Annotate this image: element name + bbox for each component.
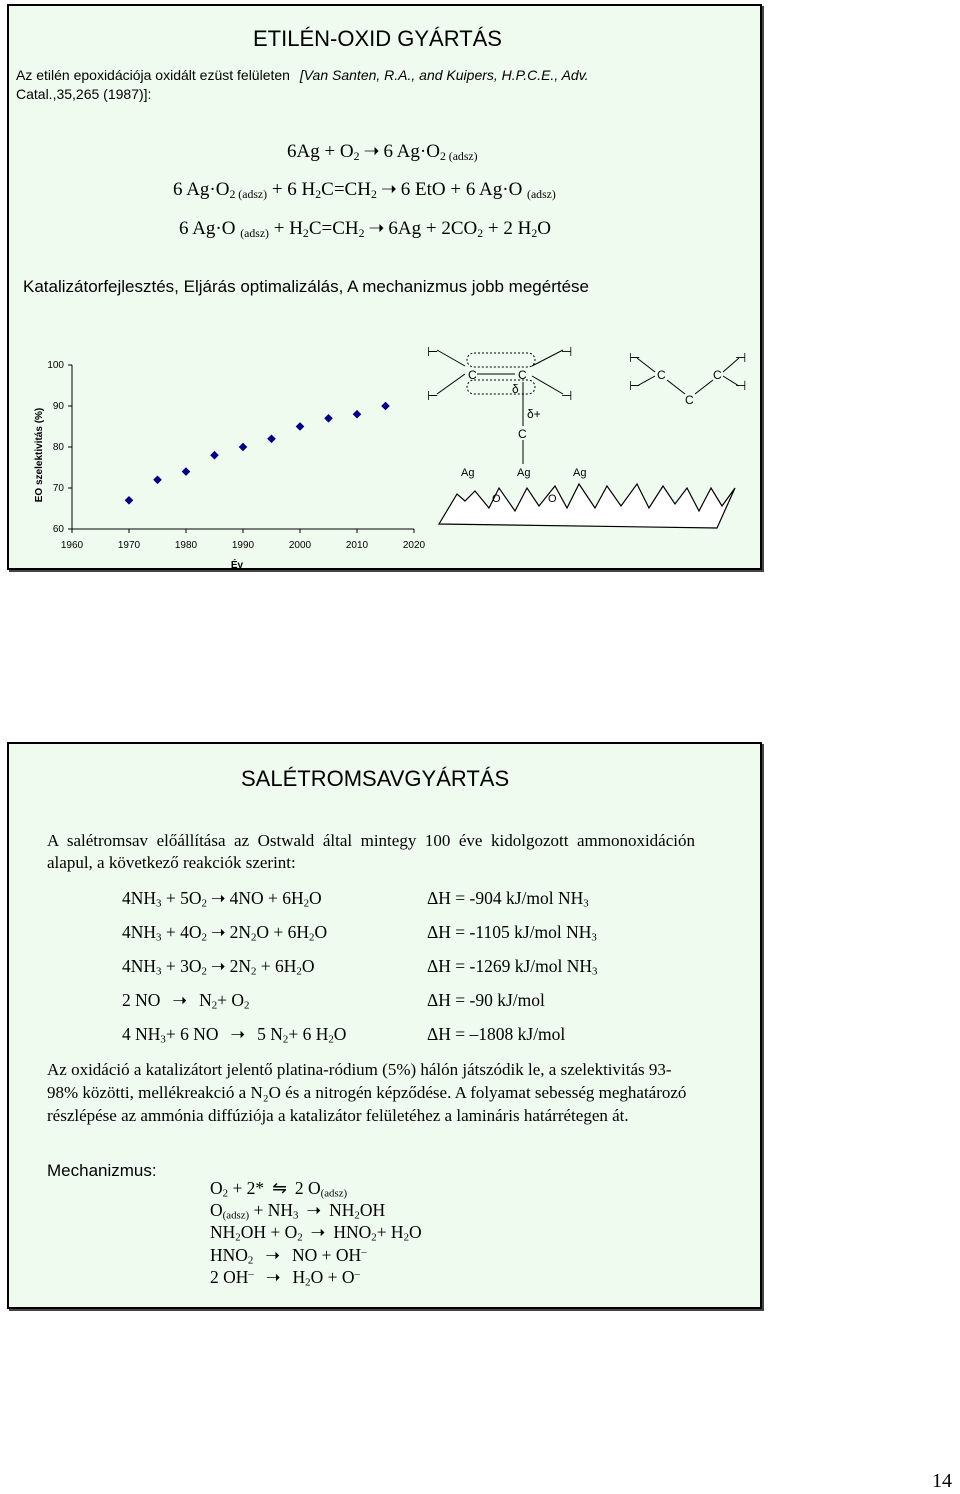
- atom-ag: Ag: [517, 467, 531, 479]
- h-mark: ⊢: [427, 388, 439, 403]
- delta-plus-label: δ+: [527, 407, 541, 421]
- arrow-icon: ➝: [230, 1024, 246, 1044]
- x-axis-label: Év: [230, 560, 244, 571]
- hno3-dh-4: ΔH = -90 kJ/mol: [427, 990, 545, 1010]
- bond-h-c1-b: [437, 374, 465, 394]
- h-mark: ⊢: [629, 378, 641, 393]
- data-point: [239, 443, 246, 450]
- slide2-title: SALÉTROMSAVGYÁRTÁS: [241, 766, 510, 791]
- atom-ag: Ag: [461, 467, 475, 479]
- mechanism-step-1: $O_2 + 2*$ ⇋ 2 $O_{(adsz)}$: [210, 1178, 348, 1200]
- slide1-intro-line1: [16, 67, 589, 83]
- selectivity-chart: [19, 346, 429, 571]
- atom-c: C: [468, 368, 477, 382]
- silver-surface: [439, 484, 735, 528]
- arrow-icon: ➝: [265, 1245, 281, 1265]
- h-mark: ⊣: [561, 388, 573, 403]
- page-number: 14: [932, 1470, 952, 1492]
- y-tick-label: 80: [52, 442, 64, 453]
- mechanism-step-4: $HNO_2$ ➝ NO + OH–: [210, 1245, 367, 1267]
- y-tick-label: 60: [52, 524, 64, 535]
- h-mark: ⊣: [735, 378, 747, 393]
- orbital-lobe-top: [467, 353, 535, 367]
- arrow-icon: ➝: [210, 956, 226, 976]
- intro-text: Az etilén epoxidációja oxidált ezüst felületen: [16, 67, 290, 83]
- bond-right-3: [667, 380, 685, 394]
- data-point: [182, 468, 189, 475]
- arrow-icon: ➝: [210, 922, 226, 942]
- atom-c: C: [685, 393, 694, 407]
- bond-h-c1: [437, 350, 465, 366]
- reaction-3: 6 Ag·O $_{(adsz)} + H_2C=CH_2$ ➝ $6Ag + 2CO_2 + 2$ $H_2O$: [179, 218, 551, 240]
- slide1-intro-line2: Catal.,35,265 (1987)]:: [16, 86, 152, 102]
- h-mark: ⊣: [735, 350, 747, 365]
- slide1-title: ETILÉN-OXID GYÁRTÁS: [253, 26, 502, 51]
- equilibrium-arrow-icon: ⇋: [272, 1178, 287, 1198]
- x-tick-label: 1960: [60, 540, 84, 551]
- data-point: [125, 497, 132, 504]
- slide-ethylene-oxide: [7, 4, 762, 570]
- hno3-dh-5: ΔH = –1808 kJ/mol: [427, 1024, 566, 1044]
- atom-c: C: [657, 368, 666, 382]
- reaction-2: 6 $Ag\cdot O_{2 (adsz)} + 6$ $H_2C=CH_2$ ➝ 6 EtO + 6 Ag·O $_{(adsz)}$: [173, 179, 556, 201]
- hno3-reaction-5: 4 $NH_3+ 6$ NO ➝ 5 $N_2+ 6$ $H_2O$: [122, 1024, 347, 1046]
- arrow-icon: ➝: [363, 141, 380, 162]
- data-point: [211, 452, 218, 459]
- x-tick-label: 1980: [174, 540, 198, 551]
- hno3-reaction-1: $4NH_3 + 5O_2$ ➝ $4NO + 6H_2O$: [122, 888, 322, 910]
- hno3-reaction-3: $4NH_3 + 3O_2$ ➝ $2N_2 + 6H_2O$: [122, 956, 315, 978]
- orbital-lobe-bottom: [467, 380, 535, 394]
- x-tick-label: 1970: [117, 540, 141, 551]
- hno3-dh-2: ΔH = -1105 kJ/mol $NH_3$: [427, 922, 597, 944]
- atom-c: C: [518, 368, 527, 382]
- atom-c: C: [713, 368, 722, 382]
- hno3-dh-1: ΔH = -904 kJ/mol $NH_3$: [427, 888, 589, 910]
- atom-ag: Ag: [573, 467, 587, 479]
- data-point: [268, 435, 275, 442]
- arrow-icon: ➝: [368, 218, 385, 239]
- y-tick-label: 90: [52, 401, 64, 412]
- mechanism-step-5: 2 OH– ➝ $H_2O + O^-$: [210, 1267, 360, 1289]
- atom-o: O: [548, 493, 557, 505]
- slide-nitric-acid: [7, 742, 762, 1309]
- data-point: [154, 476, 161, 483]
- arrow-icon: ➝: [380, 179, 397, 200]
- arrow-icon: ➝: [265, 1267, 281, 1287]
- data-point: [296, 423, 303, 430]
- slide1-goals: Katalizátorfejlesztés, Eljárás optimalizálás, A mechanizmus jobb megértése: [23, 277, 589, 296]
- arrow-icon: ➝: [310, 1222, 326, 1242]
- atom-c: C: [518, 427, 527, 441]
- ag-surface-diagram: [417, 336, 757, 531]
- delta-label: δ: [512, 382, 519, 396]
- slide2-intro: A salétromsav előállítása az Ostwald által mintegy 100 éve kidolgozott ammonoxidáción alapul, a következő reakciók szerint:: [47, 831, 695, 872]
- bond-c2-h: [532, 350, 563, 366]
- y-tick-label: 100: [47, 360, 64, 371]
- intro-reference: [Van Santen, R.A., and Kuipers, H.P.C.E., Adv.: [299, 67, 589, 83]
- mechanism-step-3: $NH_2OH + O_2$ ➝ $HNO_2+ H_2O$: [210, 1222, 422, 1244]
- x-tick-label: 1990: [231, 540, 255, 551]
- hno3-dh-3: ΔH = -1269 kJ/mol $NH_3$: [427, 956, 598, 978]
- x-tick-label: 2010: [345, 540, 369, 551]
- bond-right-4: [695, 380, 713, 394]
- h-mark: ⊢: [427, 344, 439, 359]
- hno3-reaction-2: $4NH_3 + 4O_2$ ➝ $2N_2O + 6H_2O$: [122, 922, 328, 944]
- arrow-icon: ➝: [306, 1200, 322, 1220]
- slide2-paragraph: Az oxidáció a katalizátort jelentő platina-ródium (5%) hálón játszódik le, a szelektivitás 93-98% közötti, mellékreakció a N₂O és a nitrogén képződése. A folyamat sebesség meghatározó részlépése az ammónia diffúziója a katalizátor felületéhez a lamináris határrétegen át.: [47, 1060, 687, 1125]
- reaction-1: $6Ag + O_2$ ➝ 6 $Ag\cdot O_{2 (adsz)}$: [287, 141, 478, 163]
- atom-o: O: [492, 493, 501, 505]
- data-point: [325, 415, 332, 422]
- h-mark: ⊣: [561, 344, 573, 359]
- x-tick-label: 2000: [288, 540, 312, 551]
- bond-c2-h-b: [532, 376, 563, 394]
- mechanism-step-2: $O_{(adsz)} + NH_3$ ➝ $NH_2OH$: [210, 1200, 386, 1222]
- arrow-icon: ➝: [210, 888, 226, 908]
- data-point: [353, 411, 360, 418]
- x-tick-label: 2020: [402, 540, 426, 551]
- data-point: [382, 402, 389, 409]
- hno3-reaction-4: 2 NO ➝ $N_2+ O_2$: [122, 990, 250, 1012]
- y-axis-label: EO szelektivitás (%): [34, 407, 45, 503]
- mechanism-label: Mechanizmus:: [47, 1161, 157, 1180]
- y-tick-label: 70: [52, 483, 64, 494]
- arrow-icon: ➝: [172, 990, 188, 1010]
- h-mark: ⊢: [629, 350, 641, 365]
